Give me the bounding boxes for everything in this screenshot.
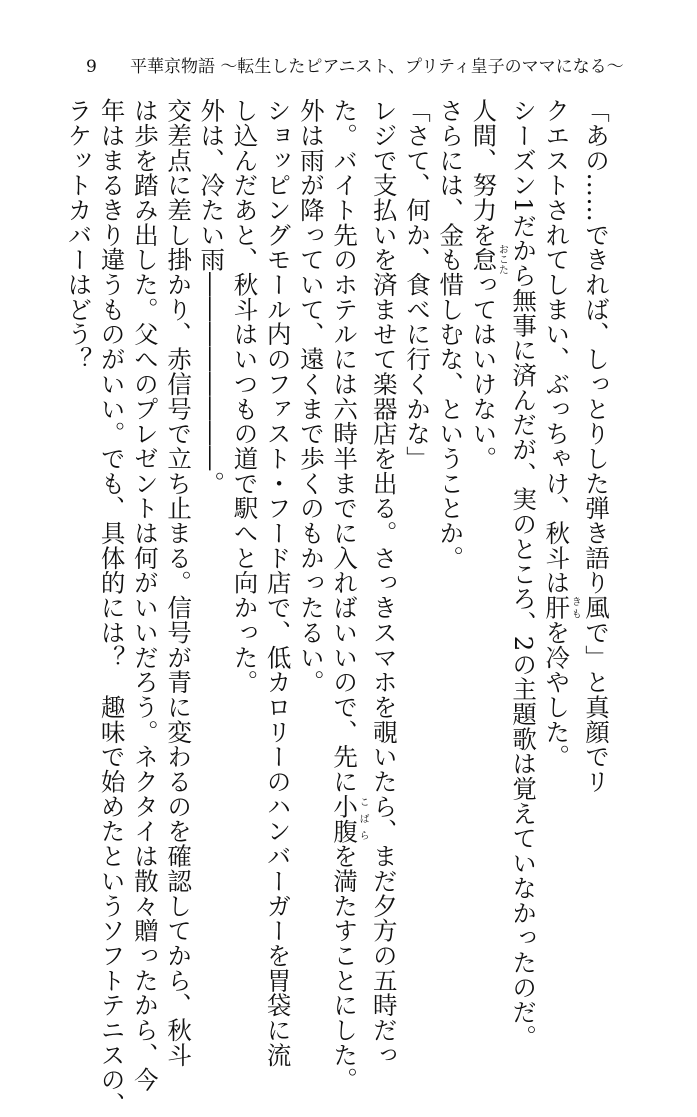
furigana: 小腹こばら bbox=[330, 793, 369, 844]
text-line: シーズン1だから無事に済んだが、実のところ、2の主題歌は覚えていなかったのだ。 bbox=[509, 98, 539, 1050]
text-line: クエストされてしまい、ぶっちゃけ、秋斗は肝きもを冷やした。 bbox=[542, 98, 581, 769]
furigana: 肝きも bbox=[542, 595, 581, 620]
body-text bbox=[64, 98, 613, 1117]
text-line: ショッピングモール内のファスト・フード店で、低カロリーのハンバーガーを胃袋に流 bbox=[263, 98, 293, 1068]
text-line: た。バイト先のホテルには六時半までに入ればいいので、先に小腹こばらを満たすことにした。 bbox=[330, 98, 369, 1093]
text-line: 外は、冷たい雨――――――――。 bbox=[197, 98, 227, 496]
text-line: さらには、金も惜しむな、ということか。 bbox=[436, 98, 466, 571]
text-line: レジで支払いを済ませて楽器店を出る。さっきスマホを覗いたら、まだ夕方の五時だっ bbox=[369, 98, 399, 1068]
text-line: し込んだあと、秋斗はいつもの道で駅へと向かった。 bbox=[230, 98, 260, 695]
running-header-title: 平華京物語 〜転生したピアニスト、プリティ皇子のママになる〜 bbox=[130, 57, 624, 77]
text-line: 「さて、何か、食べに行くかな」 bbox=[402, 98, 432, 471]
page-number: 9 bbox=[86, 57, 97, 77]
text-line: 人間、努力を怠おこたってはいけない。 bbox=[469, 98, 508, 471]
text-line: ラケットカバーはどう？ bbox=[64, 98, 94, 372]
text-line: 交差点に差し掛かり、赤信号で立ち止まる。信号が青に変わるのを確認してから、秋斗 bbox=[164, 98, 194, 1068]
text-line: 「あの……できれば、しっとりした弾き語り風で」と真顔でリ bbox=[582, 98, 611, 794]
furigana: 怠おこた bbox=[469, 244, 508, 276]
text-line: 年はまるきり違うものがいい。でも、具体的には？ 趣味で始めたというソフトテニスの、 bbox=[97, 98, 127, 1117]
text-line: 外は雨が降っていて、遠くまで歩くのもかったるい。 bbox=[296, 98, 326, 695]
text-line: は歩を踏み出した。父へのプレゼントは何がいいだろう。ネクタイは散々贈ったから、今 bbox=[130, 98, 160, 1092]
